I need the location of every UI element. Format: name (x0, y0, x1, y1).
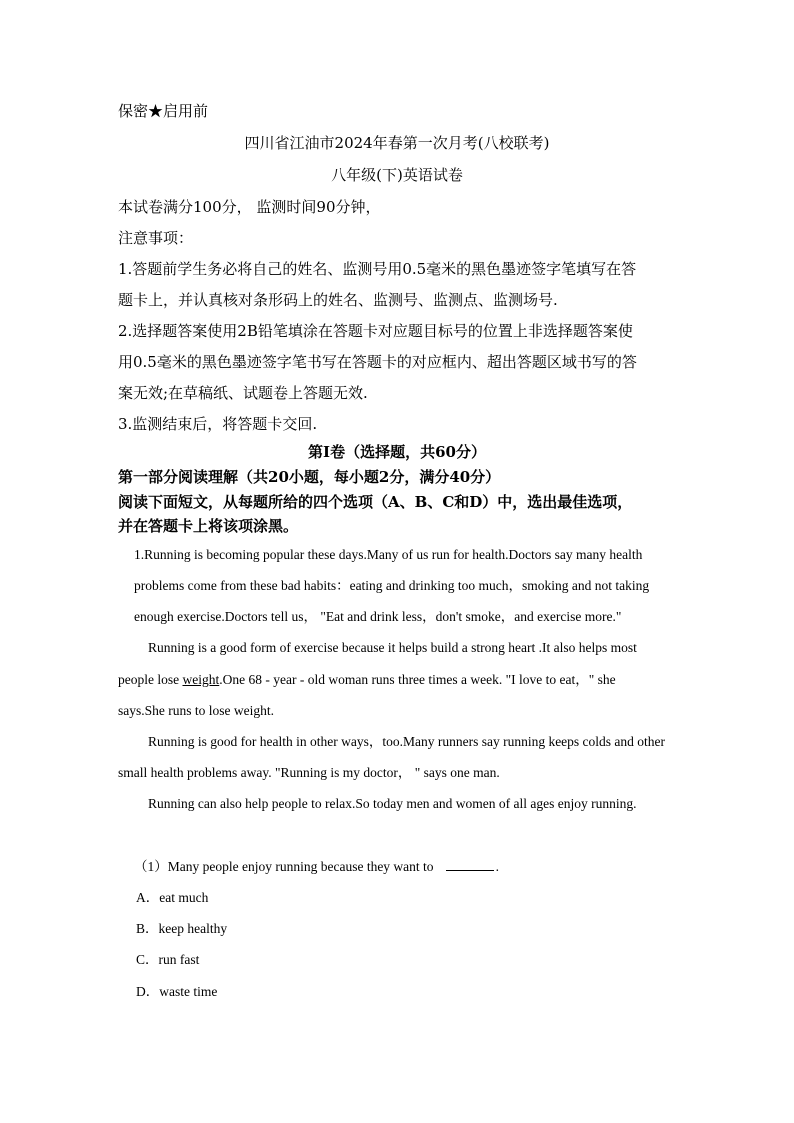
part-title: 第一部分阅读理解（共20小题，每小题2分，满分40分） (118, 468, 501, 486)
passage-p1-line-1: 1.Running is becoming popular these days.Many of us run for health.Doctors say many health (134, 547, 643, 562)
passage-p3-line-1: Running is good for health in other ways，too.Many runners say running keeps colds and other (148, 734, 666, 749)
passage-p4-line-1: Running can also help people to relax.So today men and women of all ages enjoy running. (148, 796, 637, 811)
note-2-line-1: 2.选择题答案使用2B铅笔填涂在答题卡对应题目标号的位置上非选择题答案使 (118, 322, 633, 340)
exam-subtitle: 八年级(下)英语试卷 (331, 166, 463, 184)
passage-p2-line-3: says.She runs to lose weight. (118, 703, 274, 718)
answer-blank (446, 858, 494, 871)
note-3: 3.监测结束后，将答题卡交回. (118, 415, 318, 433)
passage-p2-line-1: Running is a good form of exercise because it helps build a strong heart .It also helps most (148, 640, 637, 655)
question-stem-text: （1）Many people enjoy running because they want to (134, 859, 434, 874)
option-c: C．run fast (136, 952, 200, 967)
note-2-line-3: 案无效;在草稿纸、试题卷上答题无效. (118, 384, 368, 402)
note-2-line-2: 用0.5毫米的黑色墨迹签字笔书写在答题卡的对应框内、超出答题区域书写的答 (118, 353, 637, 371)
passage-p3-line-2: small health problems away. "Running is my doctor， " says one man. (118, 765, 500, 780)
passage-p2-line-2-post: .One 68 - year - old woman runs three times a week. "I love to eat，" she (219, 672, 616, 687)
volume-title: 第I卷（选择题，共60分） (308, 443, 486, 461)
confidential-label: 保密★启用前 (118, 102, 209, 120)
passage-p1-line-2: problems come from these bad habits：eating and drinking too much，smoking and not taking (134, 578, 650, 593)
score-time-info: 本试卷满分100分， 监测时间90分钟， (118, 198, 381, 216)
question-1-stem (134, 857, 499, 877)
option-b: B．keep healthy (136, 921, 228, 936)
note-1-line-1: 1.答题前学生务必将自己的姓名、监测号用0.5毫米的黑色墨迹签字笔填写在答 (118, 260, 637, 278)
exam-title: 四川省江油市2024年春第一次月考(八校联考) (244, 134, 550, 152)
instruction-line-2: 并在答题卡上将该项涂黑。 (118, 517, 299, 535)
option-a: A．eat much (136, 890, 209, 905)
note-1-line-2: 题卡上，并认真核对条形码上的姓名、监测号、监测点、监测场号. (118, 291, 558, 309)
passage-p1-line-3: enough exercise.Doctors tell us， "Eat and drink less，don't smoke，and exercise more." (134, 609, 622, 624)
option-d: D．waste time (136, 984, 218, 999)
passage-p2-line-2-pre: people lose (118, 672, 183, 687)
passage-p2-line-2 (118, 670, 616, 690)
notes-title: 注意事项： (118, 229, 194, 247)
question-stem-end: . (495, 859, 499, 874)
underlined-word-weight: weight (182, 672, 220, 687)
instruction-line-1: 阅读下面短文，从每题所给的四个选项（A、B、C和D）中，选出最佳选项， (118, 493, 633, 511)
